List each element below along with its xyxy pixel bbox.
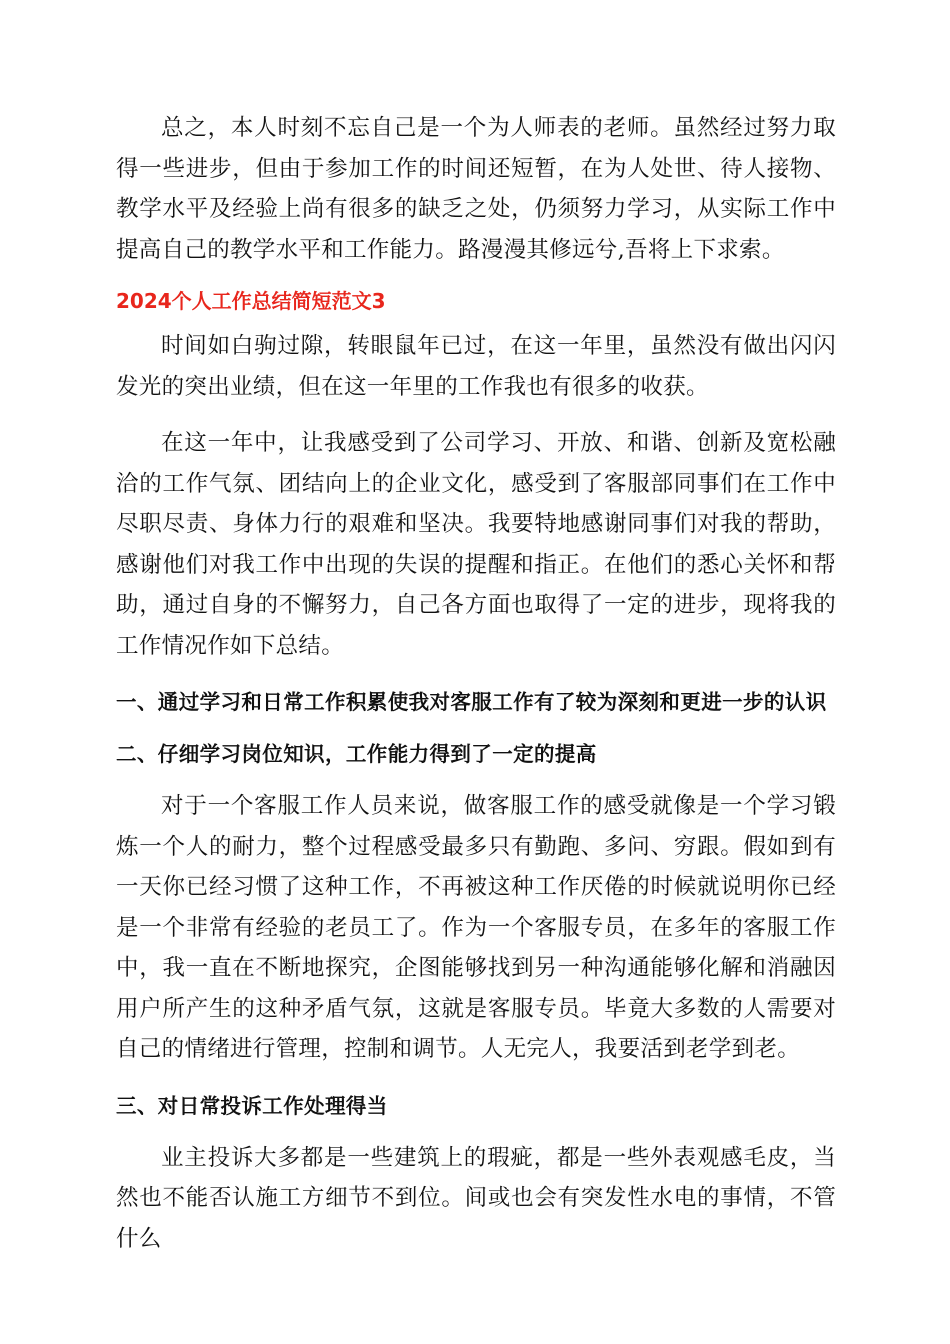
paragraph-1: 时间如白驹过隙，转眼鼠年已过，在这一年里，虽然没有做出闪闪发光的突出业绩，但在这一年里的工作我也有很多的收获。 xyxy=(116,333,836,400)
paragraph-2: 在这一年中，让我感受到了公司学习、开放、和谐、创新及宽松融洽的工作气氛、团结向上的企业文化，感受到了客服部同事们在工作中尽职尽责、身体力行的艰难和坚决。我要特地感谢同事们对我的帮助，感谢他们对我工作中出现的失误的提醒和指正。在他们的悉心关怀和帮助，通过自身的不懈努力，自己各方面也取得了一定的进步，现将我的工作情况作如下总结。 xyxy=(116,430,836,659)
heading-2: 二、仔细学习岗位知识，工作能力得到了一定的提高 xyxy=(116,742,597,766)
heading-1: 一、通过学习和日常工作积累使我对客服工作有了较为深刻和更进一步的认识 xyxy=(116,690,827,714)
heading-3: 三、对日常投诉工作处理得当 xyxy=(116,1093,388,1118)
document-body xyxy=(116,108,836,1259)
paragraph-intro: 总之，本人时刻不忘自己是一个为人师表的老师。虽然经过努力取得一些进步，但由于参加工作的时间还短暂，在为人处世、待人接物、教学水平及经验上尚有很多的缺乏之处，仍须努力学习，从实际工作中提高自己的教学水平和工作能力。路漫漫其修远兮,吾将上下求索。 xyxy=(116,115,836,263)
paragraph-4: 业主投诉大多都是一些建筑上的瑕疵，都是一些外表观感毛皮，当然也不能否认施工方细节不到位。间或也会有突发性水电的事情，不管什么 xyxy=(116,1144,836,1252)
section-title: 2024个人工作总结简短范文3 xyxy=(116,289,386,313)
paragraph-3: 对于一个客服工作人员来说，做客服工作的感受就像是一个学习锻炼一个人的耐力，整个过程感受最多只有勤跑、多问、穷跟。假如到有一天你已经习惯了这种工作，不再被这种工作厌倦的时候就说明你已经是一个非常有经验的老员工了。作为一个客服专员，在多年的客服工作中，我一直在不断地探究，企图能够找到另一种沟通能够化解和消融因用户所产生的这种矛盾气氛，这就是客服专员。毕竟大多数的人需要对自己的情绪进行管理，控制和调节。人无完人，我要活到老学到老。 xyxy=(116,793,836,1062)
